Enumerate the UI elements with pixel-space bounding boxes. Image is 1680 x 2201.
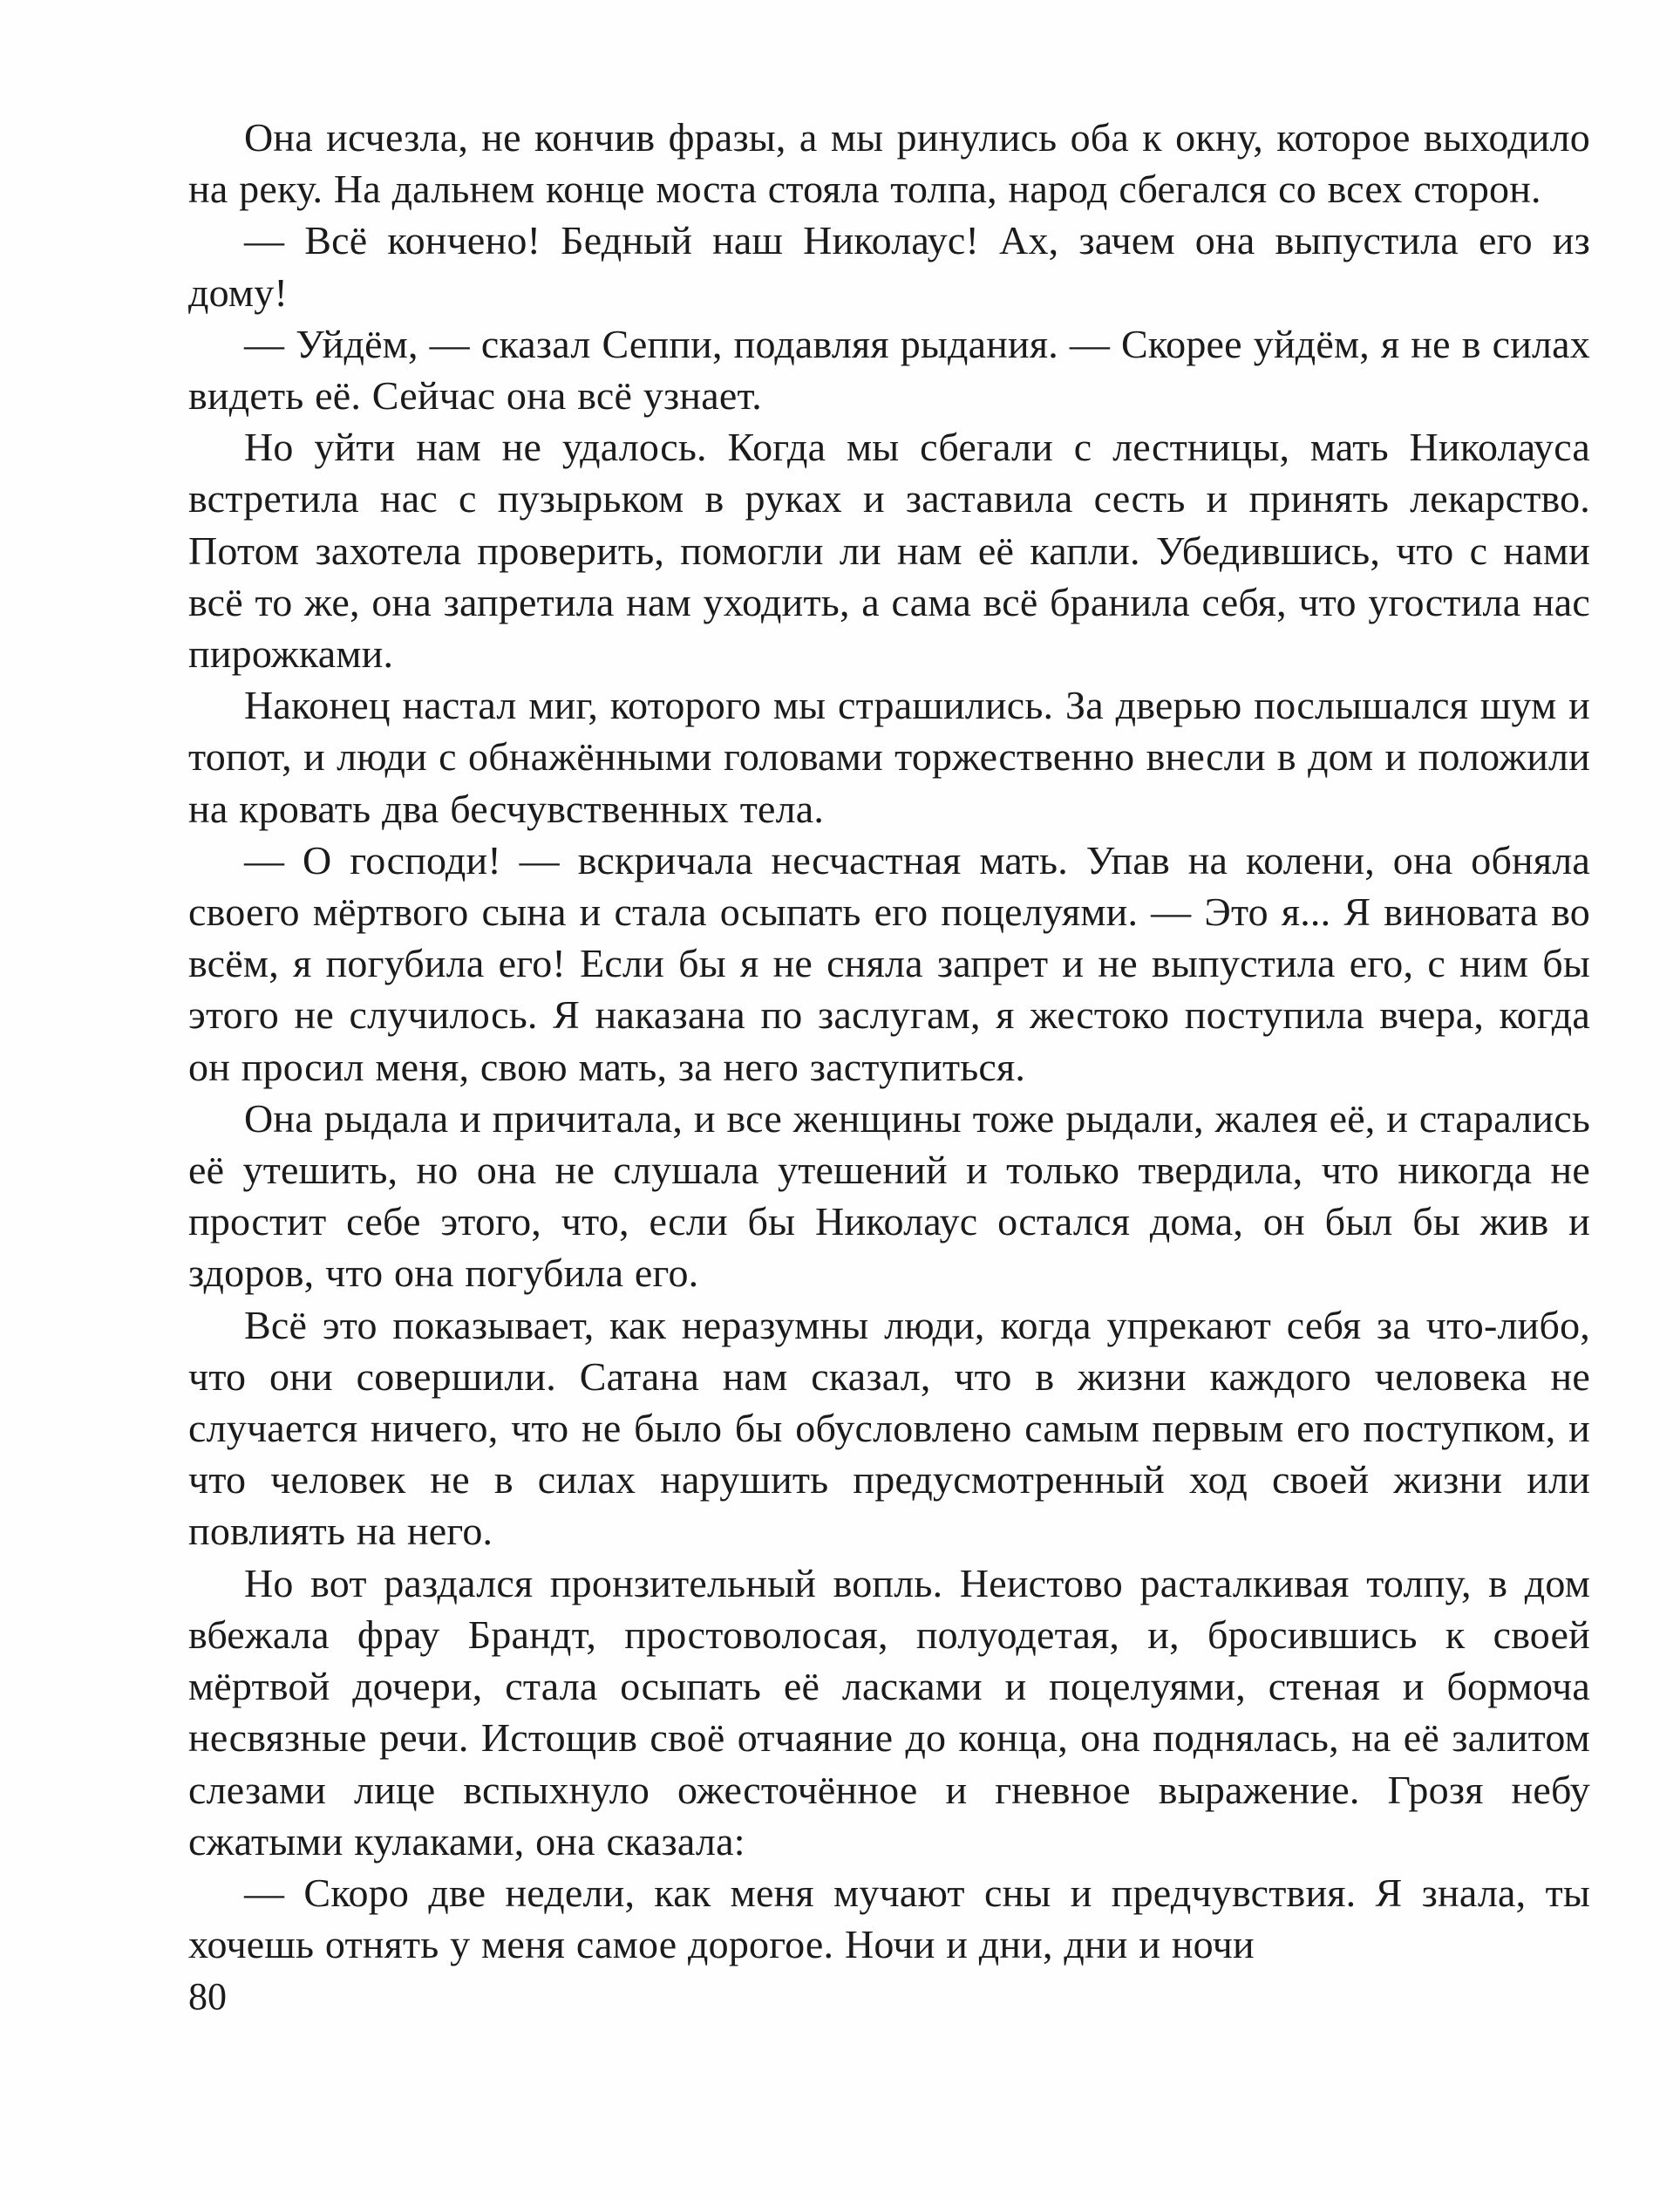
- page-text: [188, 112, 1590, 1970]
- paragraph: Но уйти нам не удалось. Когда мы сбегали с лестницы, мать Николауса встретила нас с пузырьком в руках и заставила сесть и принять лекарство. Потом захотела проверить, помогли ли нам её капли. Убедившись, что с нами всё то же, она запретила нам уходить, а сама всё бранила себя, что угостила нас пирожками.: [188, 425, 1590, 677]
- paragraph: — Уйдём, — сказал Сеппи, подавляя рыдания. — Скорее уйдём, я не в силах видеть её. Сейчас она всё узнает.: [188, 321, 1590, 419]
- paragraph: Всё это показывает, как неразумны люди, когда упрекают себя за что-либо, что они совершили. Сатана нам сказал, что в жизни каждого человека не случается ничего, что не было бы обусловлено самым первым его поступком, и что человек не в силах нарушить предусмотренный ход своей жизни или повлиять на него.: [188, 1302, 1590, 1554]
- paragraph: Она рыдала и причитала, и все женщины тоже рыдали, жалея её, и старались её утешить, но она не слушала утешений и только твердила, что никогда не простит себе этого, что, если бы Николаус остался дома, он был бы жив и здоров, что она погубила его.: [188, 1095, 1590, 1296]
- paragraph: Она исчезла, не кончив фразы, а мы ринулись оба к окну, которое выходило на реку. На дальнем конце моста стояла толпа, народ сбегался со всех сторон.: [188, 115, 1590, 212]
- paragraph: Наконец настал миг, которого мы страшились. За дверью послышался шум и топот, и люди с обнажёнными головами торжественно внесли в дом и положили на кровать два бесчувственных тела.: [188, 683, 1590, 831]
- page-number: 80: [188, 1975, 227, 2018]
- paragraph: — Скоро две недели, как меня мучают сны и предчувствия. Я знала, ты хочешь отнять у меня самое дорогое. Ночи и дни, дни и ночи: [188, 1870, 1590, 1967]
- paragraph: — Всё кончено! Бедный наш Николаус! Ах, зачем она выпустила его из дому!: [188, 218, 1590, 315]
- paragraph: Но вот раздался пронзительный вопль. Неистово расталкивая толпу, в дом вбежала фрау Брандт, простоволосая, полуодетая, и, бросившись к своей мёртвой дочери, стала осыпать её ласками и поцелуями, стеная и бормоча несвязные речи. Истощив своё отчаяние до конца, она поднялась, на её залитом слезами лице вспыхнуло ожесточённое и гневное выражение. Грозя небу сжатыми кулаками, она сказала:: [188, 1560, 1590, 1864]
- paragraph: — О господи! — вскричала несчастная мать. Упав на колени, она обняла своего мёртвого сына и стала осыпать его поцелуями. — Это я... Я виновата во всём, я погубила его! Если бы я не сняла запрет и не выпустила его, с ним бы этого не случилось. Я наказана по заслугам, я жестоко поступила вчера, когда он просил меня, свою мать, за него заступиться.: [188, 837, 1590, 1089]
